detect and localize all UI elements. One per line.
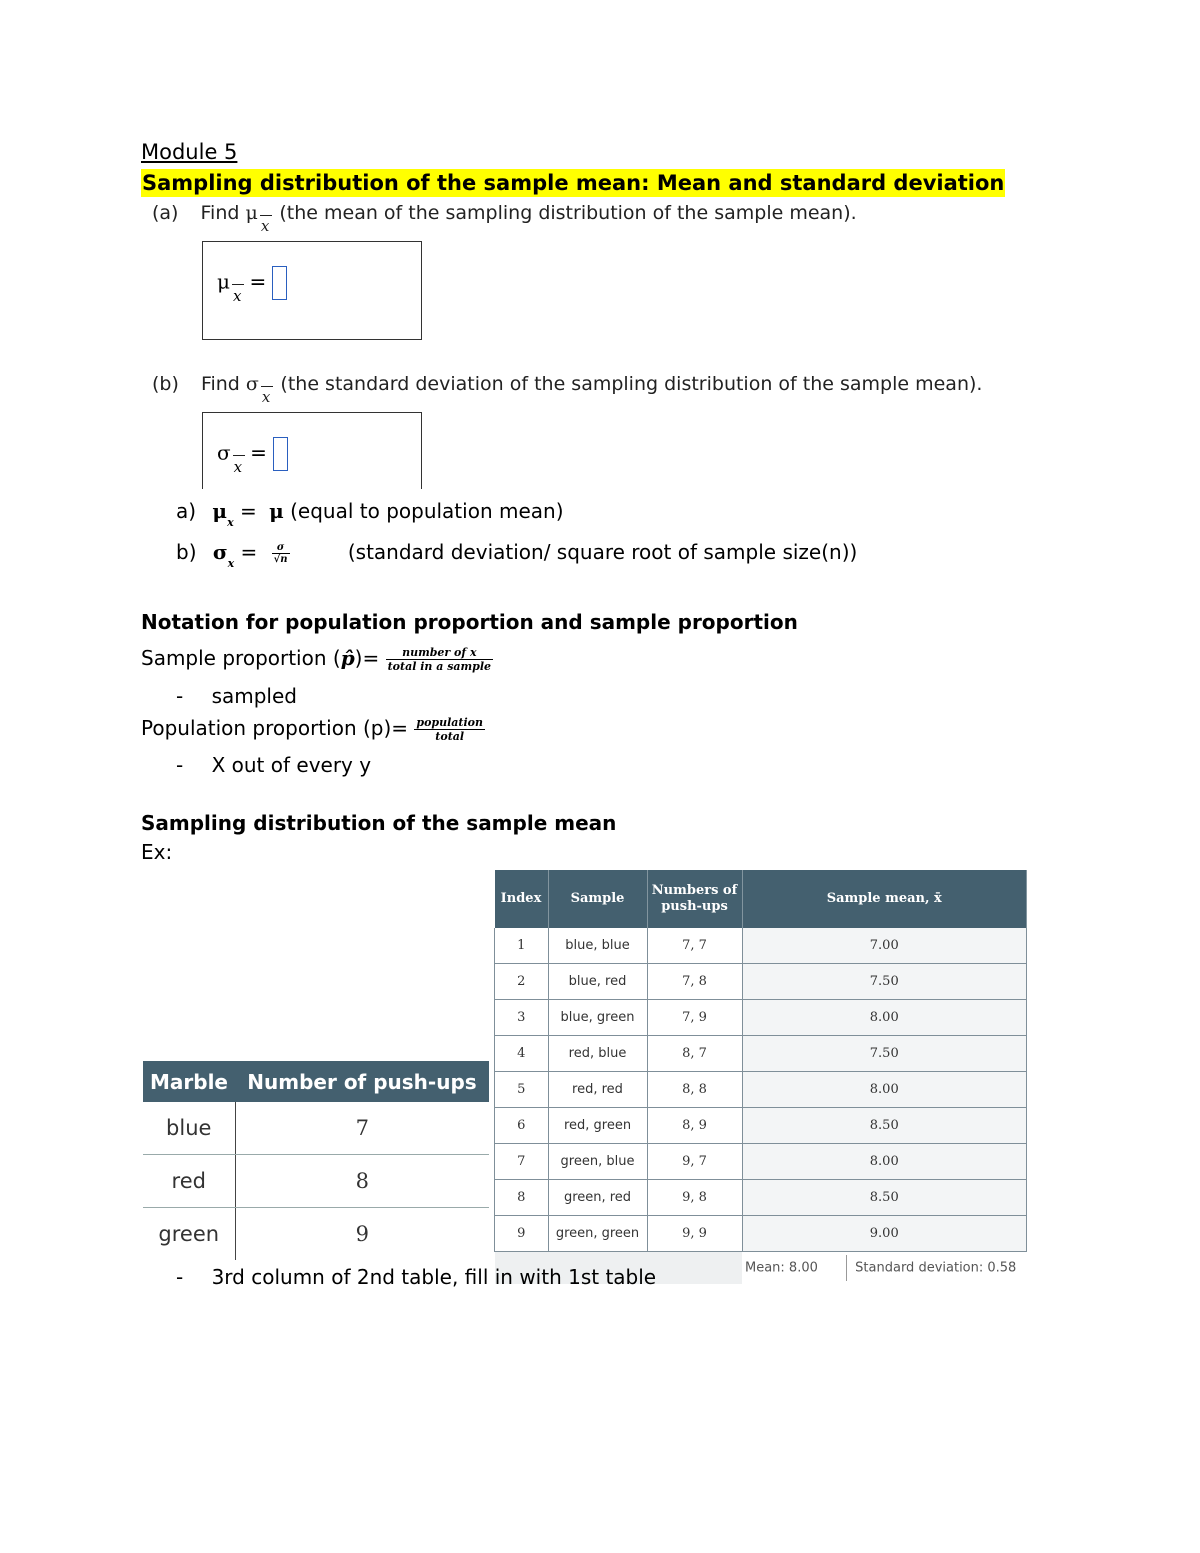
index-cell: 3 — [495, 1000, 549, 1036]
note-b-eq: = — [240, 540, 258, 564]
note-a — [176, 499, 564, 529]
sample-prop-label: Sample proportion ( — [141, 646, 341, 670]
header-pushups: Number of push-ups — [235, 1061, 489, 1102]
mean-cell: 8.00 — [742, 1000, 1027, 1036]
marble-cell: red — [143, 1155, 235, 1208]
part-b-sub: x — [261, 388, 271, 406]
population-proportion-line — [141, 716, 485, 743]
table-row — [143, 1208, 489, 1261]
module-title: Module 5 — [141, 140, 238, 164]
x-out-of-y-text: X out of every y — [211, 753, 372, 777]
note-a-label: a) — [176, 499, 197, 523]
note-a-eq: = — [239, 499, 257, 523]
part-b-label: (b) — [152, 373, 179, 395]
sample-table-header — [495, 870, 1027, 928]
pop-prop-label: Population proportion (p)= — [141, 716, 409, 740]
numbers-cell: 8, 7 — [647, 1036, 742, 1072]
sample-cell: green, blue — [548, 1144, 647, 1180]
box-a-symbol: μ — [217, 269, 230, 294]
answer-input-a[interactable] — [272, 266, 287, 300]
x-out-of-y-bullet — [176, 753, 371, 777]
table-row — [143, 1102, 489, 1155]
numbers-cell: 7, 9 — [647, 1000, 742, 1036]
sample-prop-close: )= — [354, 646, 380, 670]
sample-cell: green, red — [548, 1180, 647, 1216]
mean-cell: 9.00 — [742, 1216, 1027, 1252]
index-cell: 6 — [495, 1108, 549, 1144]
sampled-text: sampled — [211, 684, 297, 708]
part-b-symbol: σ — [245, 373, 259, 395]
box-b-eq: = — [250, 440, 267, 465]
section-title-notation: Notation for population proportion and sample proportion — [141, 610, 798, 634]
part-a-find: Find — [200, 202, 240, 224]
box-a-eq: = — [249, 269, 267, 294]
pushups-cell: 7 — [235, 1102, 489, 1155]
sample-cell: green, green — [548, 1216, 647, 1252]
table-row — [495, 1072, 1027, 1108]
bullet-dash: - — [176, 684, 184, 708]
marble-cell: blue — [143, 1102, 235, 1155]
mean-cell: 8.50 — [742, 1180, 1027, 1216]
box-a-sub: x — [233, 286, 242, 305]
mean-cell: 8.00 — [742, 1072, 1027, 1108]
part-a-text: (the mean of the sampling distribution of the sample mean). — [279, 202, 857, 224]
sample-cell: red, green — [548, 1108, 647, 1144]
note-b-label: b) — [176, 540, 197, 564]
part-b-text: (the standard deviation of the sampling distribution of the sample mean). — [280, 373, 983, 395]
sample-prop-symbol: p̂ — [340, 646, 355, 670]
note-b-lhs: σ — [212, 540, 228, 564]
index-cell: 5 — [495, 1072, 549, 1108]
final-note-text: 3rd column of 2nd table, fill in with 1st table — [211, 1265, 657, 1289]
note-b-num: σ — [272, 542, 290, 554]
pushups-cell: 9 — [355, 1222, 369, 1246]
note-b-fraction — [272, 542, 290, 565]
part-a-question — [152, 202, 857, 235]
sample-cell: red, blue — [548, 1036, 647, 1072]
box-b-sub: x — [233, 457, 243, 476]
note-a-text: (equal to population mean) — [290, 499, 564, 523]
note-b — [176, 540, 858, 570]
table-row — [495, 928, 1027, 964]
bullet-dash: - — [176, 753, 184, 777]
table-row — [495, 1000, 1027, 1036]
table-row — [495, 1108, 1027, 1144]
note-a-sub: x — [227, 516, 234, 529]
bullet-dash: - — [176, 1265, 184, 1289]
index-cell: 9 — [495, 1216, 549, 1252]
part-a-sub: x — [260, 217, 270, 235]
box-b-symbol: σ — [217, 440, 231, 465]
note-b-den: √n — [273, 554, 288, 565]
index-cell: 2 — [495, 964, 549, 1000]
pop-prop-den: total — [435, 730, 465, 743]
index-cell: 1 — [495, 928, 549, 964]
footer-divider — [846, 1255, 847, 1281]
pushups-cell: 8 — [235, 1155, 489, 1208]
header-marble: Marble — [143, 1061, 235, 1102]
sample-cell: red, red — [548, 1072, 647, 1108]
numbers-cell: 9, 8 — [647, 1180, 742, 1216]
mean-cell: 7.50 — [742, 964, 1027, 1000]
sample-proportion-line — [141, 646, 493, 673]
answer-input-b[interactable] — [273, 437, 288, 471]
footer-stats — [742, 1252, 1027, 1285]
numbers-cell: 7, 8 — [647, 964, 742, 1000]
table-row — [495, 964, 1027, 1000]
numbers-cell: 9, 7 — [647, 1144, 742, 1180]
marble-cell: green — [143, 1208, 235, 1261]
note-a-rhs: μ — [269, 499, 284, 523]
sample-prop-num: number of x — [386, 646, 493, 660]
answer-box-b — [202, 412, 422, 489]
answer-box-a — [202, 241, 422, 340]
header-numbers: Numbers of push-ups — [647, 870, 742, 928]
section-title-sampling-mean-sd: Sampling distribution of the sample mean: Mean and standard deviation — [142, 171, 1005, 195]
index-cell: 4 — [495, 1036, 549, 1072]
part-b-find: Find — [200, 373, 240, 395]
index-cell: 8 — [495, 1180, 549, 1216]
marble-table — [143, 1061, 489, 1260]
marble-table-header — [143, 1061, 489, 1102]
numbers-cell: 9, 9 — [647, 1216, 742, 1252]
numbers-cell: 7, 7 — [647, 928, 742, 964]
numbers-cell: 8, 9 — [647, 1108, 742, 1144]
mean-cell: 8.00 — [742, 1144, 1027, 1180]
part-a-label: (a) — [152, 202, 179, 224]
part-b-question — [152, 373, 983, 406]
sample-cell: blue, red — [548, 964, 647, 1000]
mean-cell: 8.50 — [742, 1108, 1027, 1144]
sample-prop-fraction — [386, 646, 493, 673]
note-b-sub: x — [227, 557, 235, 570]
table-row — [495, 1144, 1027, 1180]
pop-prop-fraction — [414, 716, 485, 743]
section-title-sampling-distribution: Sampling distribution of the sample mean — [141, 811, 617, 835]
ex-label: Ex: — [141, 840, 173, 864]
sample-table — [494, 870, 1027, 1284]
note-a-lhs: μ — [212, 499, 228, 523]
index-cell: 7 — [495, 1144, 549, 1180]
note-b-text: (standard deviation/ square root of sample size(n)) — [347, 540, 858, 564]
header-sample-mean: Sample mean, x̄ — [742, 870, 1027, 928]
mean-cell: 7.00 — [742, 928, 1027, 964]
part-a-symbol: μ — [245, 202, 258, 224]
sample-cell: blue, green — [548, 1000, 647, 1036]
header-index: Index — [495, 870, 549, 928]
sample-prop-den: total in a sample — [387, 660, 492, 673]
header-sample: Sample — [548, 870, 647, 928]
answer-box-b-content — [217, 437, 288, 476]
final-note — [176, 1265, 656, 1289]
table-row — [143, 1155, 489, 1208]
pop-prop-num: population — [416, 716, 484, 729]
sampled-bullet — [176, 684, 297, 708]
footer-mean: Mean: 8.00 — [745, 1260, 818, 1276]
answer-box-a-content — [217, 266, 287, 305]
sample-cell: blue, blue — [548, 928, 647, 964]
footer-sd: Standard deviation: 0.58 — [855, 1260, 1017, 1276]
numbers-cell: 8, 8 — [647, 1072, 742, 1108]
table-row — [495, 1216, 1027, 1252]
table-row — [495, 1180, 1027, 1216]
mean-cell: 7.50 — [742, 1036, 1027, 1072]
table-row — [495, 1036, 1027, 1072]
